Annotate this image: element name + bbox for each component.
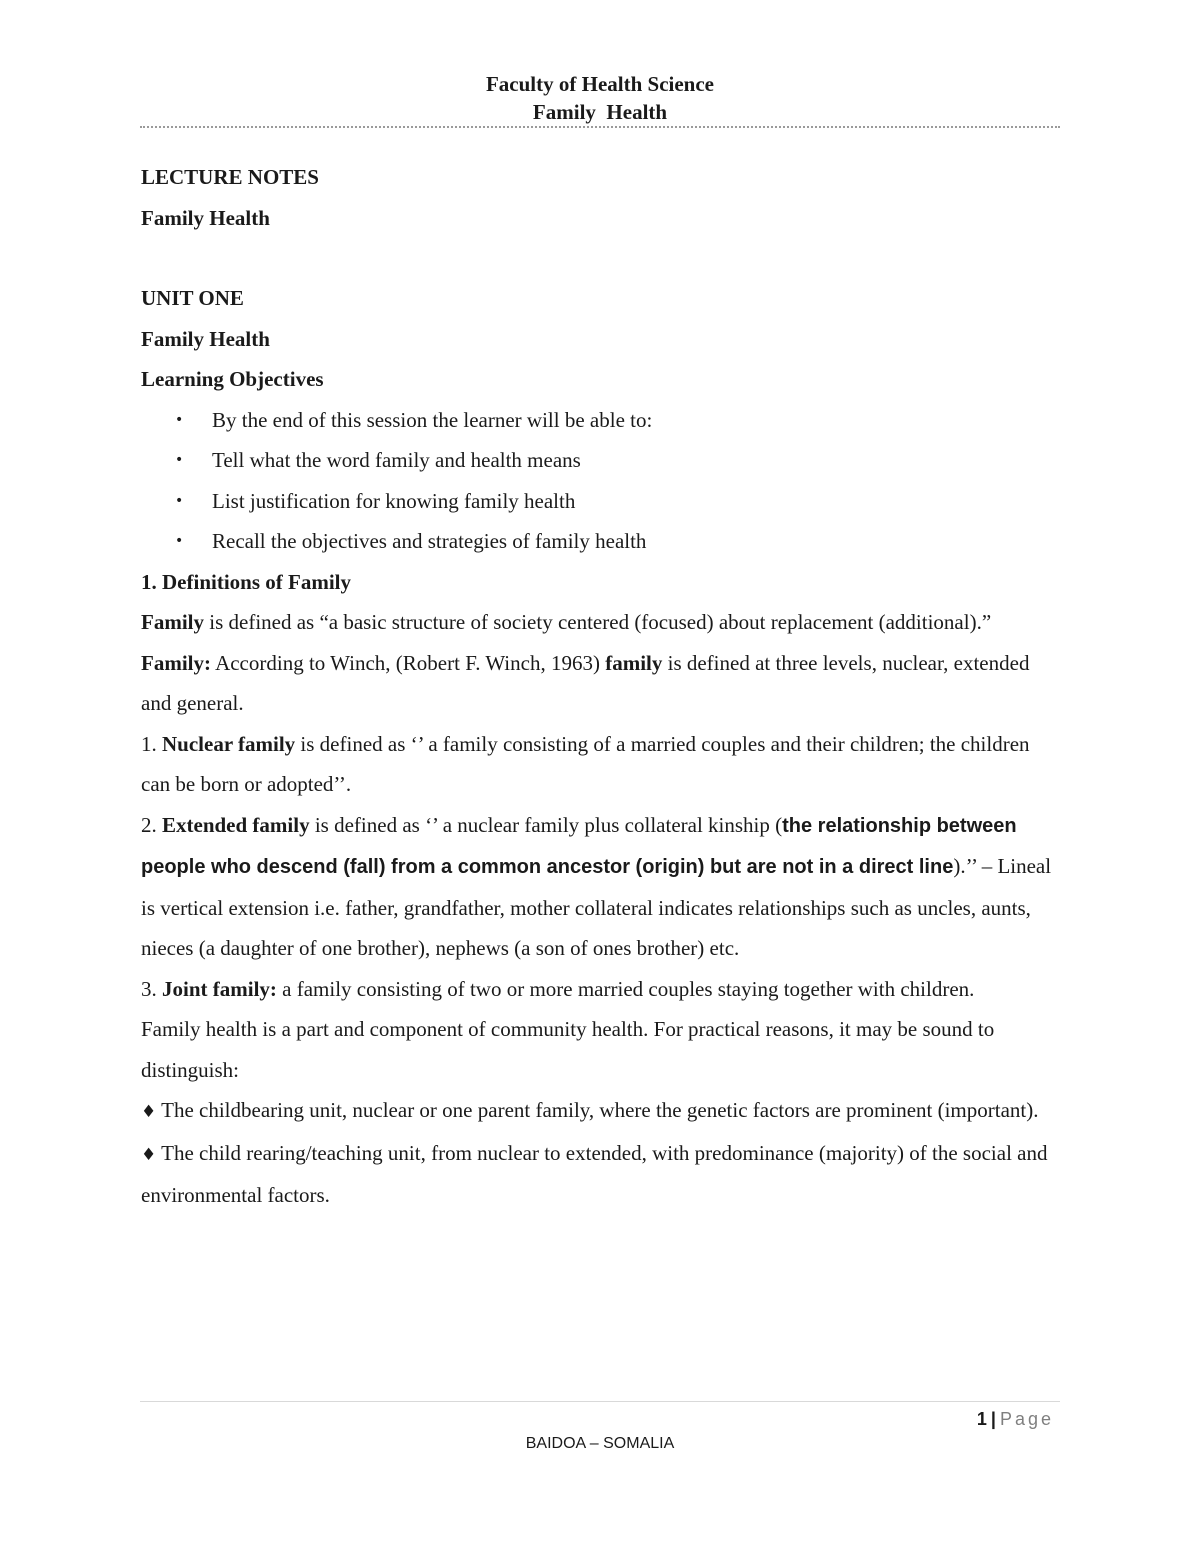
- bullet-icon: •: [175, 533, 184, 549]
- list-item: [141, 481, 1061, 522]
- paragraph-text: is defined at three levels, nuclear, extended and general.: [141, 650, 1030, 715]
- childbearing-unit-paragraph: [141, 1090, 1061, 1133]
- diamond-bullet-icon: ♦: [141, 1102, 157, 1122]
- paragraph-text: is defined as ‘’ a family consisting of a married couples and their children; the children can be born or adopted’’.: [141, 731, 1030, 796]
- bullet-icon: •: [175, 492, 184, 509]
- footer-divider: [140, 1401, 1060, 1402]
- page-number: [977, 1405, 1054, 1433]
- objective-text: By the end of this session the learner will be able to:: [212, 407, 653, 432]
- term-joint-family: Joint family:: [162, 976, 277, 1001]
- item-number: 1.: [141, 731, 162, 756]
- item-number: 2.: [141, 812, 162, 837]
- list-item: [141, 440, 1061, 481]
- paragraph-text: The childbearing unit, nuclear or one parent family, where the genetic factors are prominent (important).: [156, 1098, 1039, 1122]
- page-word: Page: [999, 1409, 1054, 1429]
- list-item: [141, 400, 1061, 441]
- term-nuclear-family: Nuclear family: [162, 731, 296, 756]
- unit-topic: Family Health: [141, 326, 270, 351]
- term-family-inline: family: [605, 650, 663, 675]
- family-definition-paragraph: [141, 602, 1061, 643]
- header-faculty: Faculty of Health Science: [485, 72, 715, 96]
- winch-definition-paragraph: [141, 643, 1061, 724]
- joint-family-paragraph: [141, 969, 1061, 1010]
- diamond-bullet-icon: ♦: [141, 1144, 157, 1165]
- item-number: 3.: [141, 976, 162, 1001]
- page-number-value: 1: [976, 1409, 987, 1429]
- bullet-icon: •: [175, 411, 184, 428]
- subject-title: Family Health: [141, 205, 270, 230]
- paragraph-text: According to Winch, (Robert F. Winch, 1963): [210, 650, 606, 675]
- extended-family-paragraph: [141, 805, 1061, 969]
- unit-label: UNIT ONE: [141, 286, 244, 310]
- collateral-kinship-definition: the relationship between people who descend (fall) from a common ancestor (origin) but are not in a direct line: [141, 814, 1017, 878]
- page-number-separator: |: [990, 1409, 996, 1429]
- objective-text: List justification for knowing family health: [212, 488, 576, 513]
- blank-line: [141, 238, 1061, 278]
- term-extended-family: Extended family: [162, 812, 310, 837]
- header-course: Family Health: [532, 100, 668, 124]
- paragraph-text: The child rearing/teaching unit, from nuclear to extended, with predominance (majority) of the social and environmental factors.: [141, 1140, 1048, 1207]
- section-heading: 1. Definitions of Family: [141, 569, 351, 594]
- paragraph-text: a family consisting of two or more married couples staying together with children.: [276, 976, 975, 1001]
- header-divider: [140, 126, 1060, 128]
- term-family-label: Family:: [141, 650, 211, 675]
- paragraph-text: is defined as “a basic structure of society centered (focused) about replacement (additional).”: [204, 610, 992, 634]
- bullet-icon: •: [175, 452, 184, 468]
- lecture-notes-title: LECTURE NOTES: [141, 165, 319, 189]
- list-item: [141, 521, 1061, 562]
- child-rearing-unit-paragraph: [141, 1133, 1061, 1216]
- objective-text: Tell what the word family and health means: [212, 448, 581, 472]
- paragraph-text: ).’’ – Lineal is vertical extension i.e. father, grandfather, mother collateral indicates relationships such as uncles, aunts, nieces (a daughter of one brother), nephews (a son of ones brother) etc.: [141, 854, 1052, 960]
- family-health-paragraph: Family health is a part and component of community health. For practical reasons, it may be sound to distinguish:: [141, 1017, 995, 1082]
- document-body: [141, 157, 1061, 1216]
- page-header: [0, 70, 1200, 126]
- objectives-list: [141, 400, 1061, 562]
- nuclear-family-paragraph: [141, 724, 1061, 805]
- objectives-heading: Learning Objectives: [141, 367, 324, 391]
- footer-location: BAIDOA – SOMALIA: [525, 1435, 675, 1452]
- objective-text: Recall the objectives and strategies of family health: [212, 529, 647, 553]
- paragraph-text: is defined as ‘’ a nuclear family plus collateral kinship (: [309, 812, 783, 837]
- term-family: Family: [141, 610, 204, 634]
